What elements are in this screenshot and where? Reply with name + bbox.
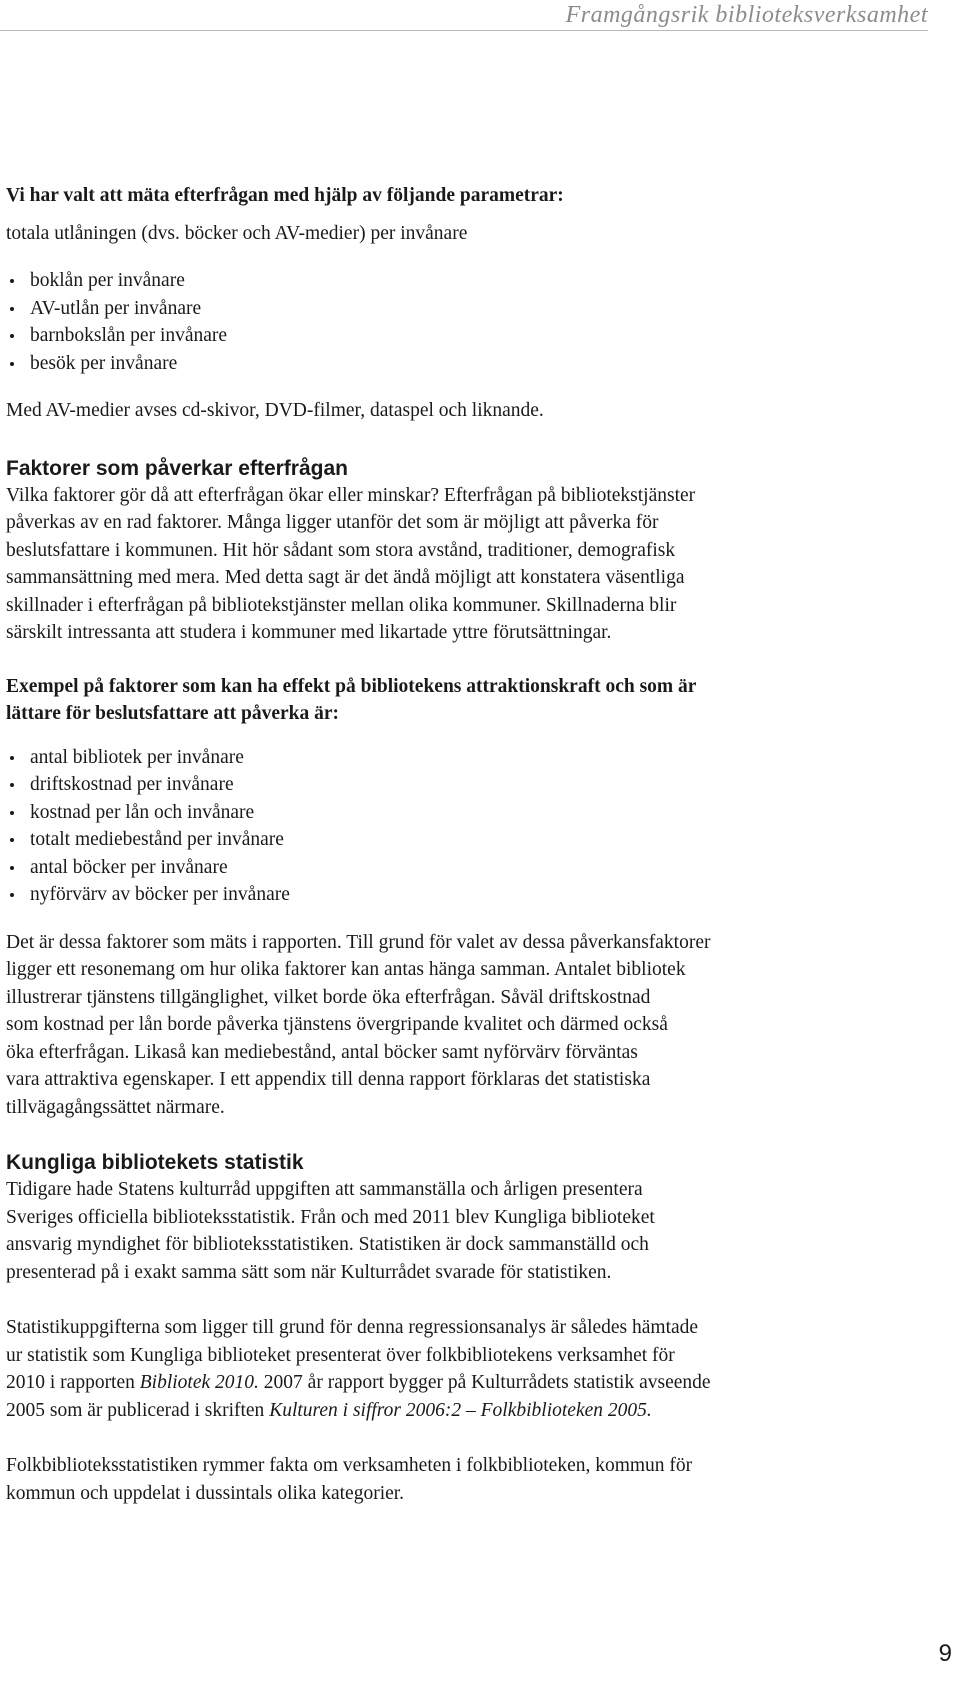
text-line: ansvarig myndighet för biblioteksstatistiken. Statistiken är dock sammanställd och xyxy=(6,1234,649,1255)
text-line: ligger ett resonemang om hur olika faktorer kan antas hänga samman. Antalet bibliotek xyxy=(6,959,686,980)
text-line: skillnader i efterfrågan på bibliotekstjänster mellan olika kommuner. Skillnaderna blir xyxy=(6,594,677,616)
text-line: Statistikuppgifterna som ligger till grund för denna regressionsanalys är således hämtade xyxy=(6,1317,699,1338)
bullet-icon xyxy=(10,279,14,283)
bullet-icon xyxy=(10,866,14,870)
bullet-icon xyxy=(10,307,14,311)
list-item: boklån per invånare xyxy=(6,267,926,295)
heading-line: Exempel på faktorer som kan ha effekt på bibliotekens attraktionskraft och som är xyxy=(6,675,697,697)
list-item: antal bibliotek per invånare xyxy=(6,744,926,772)
list-item: kostnad per lån och invånare xyxy=(6,799,926,827)
section4-paragraph-2 xyxy=(6,1314,926,1424)
text-line: sammansättning med mera. Med detta sagt är det ändå möjligt att konstatera väsentliga xyxy=(6,567,685,588)
section4-paragraph-3 xyxy=(6,1452,926,1507)
text-line: Vilka faktorer gör då att efterfrågan ökar eller minskar? Efterfrågan på bibliotekstjänster xyxy=(6,484,696,506)
text-line: påverkas av en rad faktorer. Många ligger utanför det som är möjligt att påverka för xyxy=(6,512,659,533)
text-line: beslutsfattare i kommunen. Hit hör sådant som stora avstånd, traditioner, demografisk xyxy=(6,539,676,561)
bullet-icon xyxy=(10,756,14,760)
text-line: särskilt intressanta att studera i kommuner med likartade yttre förutsättningar. xyxy=(6,622,612,643)
publication-title-italic: Kulturen i siffror 2006:2 – Folkbiblioteken 2005. xyxy=(269,1399,652,1421)
section1-intro: totala utlåningen (dvs. böcker och AV-medier) per invånare xyxy=(6,222,468,244)
text-line: kommun och uppdelat i dussintals olika kategorier. xyxy=(6,1482,405,1504)
section4-heading: Kungliga bibliotekets statistik xyxy=(6,1151,304,1174)
section3-paragraph xyxy=(6,929,926,1122)
bullet-icon xyxy=(10,811,14,815)
list-item: barnbokslån per invånare xyxy=(6,322,926,350)
section4-paragraph-1 xyxy=(6,1176,926,1286)
bullet-icon xyxy=(10,893,14,897)
text-line: ur statistik som Kungliga biblioteket presenterat över folkbibliotekens verksamhet för xyxy=(6,1344,675,1366)
section3-heading xyxy=(6,673,926,728)
list-item: totalt mediebestånd per invånare xyxy=(6,826,926,854)
text-line: 2005 som är publicerad i skriften Kulturen i siffror 2006:2 – Folkbiblioteken 2005. xyxy=(6,1399,652,1421)
page-number: 9 xyxy=(938,1640,952,1667)
text-line: Folkbiblioteksstatistiken rymmer fakta om verksamheten i folkbiblioteken, kommun för xyxy=(6,1455,693,1476)
bullet-icon xyxy=(10,334,14,338)
list-item: antal böcker per invånare xyxy=(6,854,926,882)
section2-heading: Faktorer som påverkar efterfrågan xyxy=(6,456,348,480)
bullet-icon xyxy=(10,362,14,366)
text-line: vara attraktiva egenskaper. I ett appendix till denna rapport förklaras det statistiska xyxy=(6,1069,651,1090)
list-item: besök per invånare xyxy=(6,350,926,378)
list-item: driftskostnad per invånare xyxy=(6,771,926,799)
list-item: AV-utlån per invånare xyxy=(6,295,926,323)
text-line: Tidigare hade Statens kulturråd uppgiften att sammanställa och årligen presentera xyxy=(6,1179,643,1200)
text-line: som kostnad per lån borde påverka tjänstens övergripande kvalitet och därmed också xyxy=(6,1014,668,1035)
section2-paragraph xyxy=(6,482,926,647)
heading-line: lättare för beslutsfattare att påverka är: xyxy=(6,703,340,724)
page-body xyxy=(6,182,926,1507)
report-title-italic: Bibliotek 2010. xyxy=(139,1372,259,1393)
header-rule xyxy=(0,30,928,31)
text-line: Sveriges officiella biblioteksstatistik. Från och med 2011 blev Kungliga biblioteket xyxy=(6,1206,655,1228)
text-line: tillvägagångssättet närmare. xyxy=(6,1096,225,1118)
bullet-icon xyxy=(10,783,14,787)
text-line: 2010 i rapporten Bibliotek 2010. 2007 år rapport bygger på Kulturrådets statistik avseende xyxy=(6,1372,711,1393)
text-line: Det är dessa faktorer som mäts i rapporten. Till grund för valet av dessa påverkansfaktorer xyxy=(6,931,711,953)
list-item: nyförvärv av böcker per invånare xyxy=(6,881,926,909)
section1-bullet-list xyxy=(6,267,926,377)
text-line: illustrerar tjänstens tillgänglighet, vilket borde öka efterfrågan. Såväl driftskostnad xyxy=(6,986,651,1008)
text-line: presenterad på i exakt samma sätt som när Kulturrådet svarade för statistiken. xyxy=(6,1261,612,1283)
section1-note: Med AV-medier avses cd-skivor, DVD-filmer, dataspel och liknande. xyxy=(6,400,544,421)
text-line: öka efterfrågan. Likaså kan mediebestånd, antal böcker samt nyförvärv förväntas xyxy=(6,1041,638,1063)
section3-bullet-list xyxy=(6,744,926,909)
section1-heading: Vi har valt att mäta efterfrågan med hjälp av följande parametrar: xyxy=(6,185,564,206)
bullet-icon xyxy=(10,838,14,842)
running-head: Framgångsrik biblioteksverksamhet xyxy=(565,2,928,28)
